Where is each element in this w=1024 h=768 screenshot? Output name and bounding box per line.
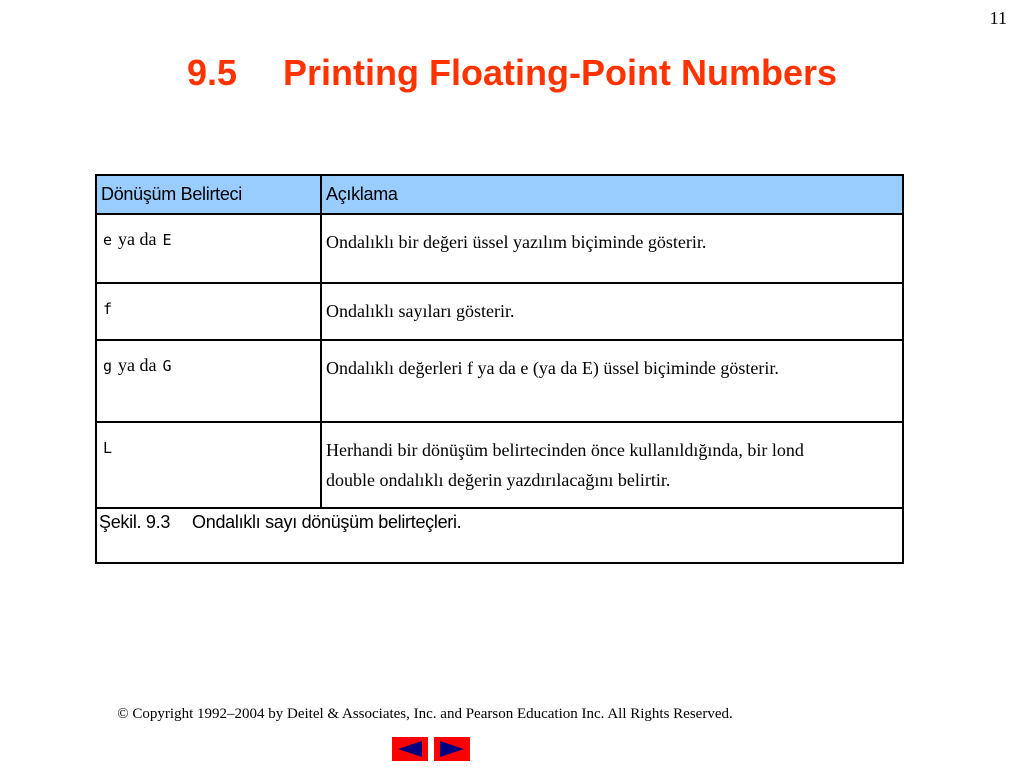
specifier-cell: [96, 214, 321, 283]
table-row: [96, 214, 903, 283]
column-header-description: Açıklama: [321, 175, 903, 214]
specifier-cell: [96, 422, 321, 508]
column-header-specifier: Dönüşüm Belirteci: [96, 175, 321, 214]
description-cell: Ondalıklı bir değeri üssel yazılım biçiminde gösterir.: [321, 214, 903, 283]
slide-navigation: [392, 737, 470, 761]
section-number: 9.5: [186, 52, 238, 93]
description-cell: Ondalıklı değerleri f ya da e (ya da E) üssel biçiminde gösterir.: [321, 340, 903, 422]
specifier-code: E: [162, 231, 172, 249]
caption-row: [96, 508, 903, 563]
right-arrow-icon: [438, 740, 466, 758]
figure-number: Şekil. 9.3: [99, 512, 171, 532]
table-row: [96, 340, 903, 422]
table-header-row: [96, 175, 903, 214]
specifier-cell: [96, 283, 321, 340]
description-cell: [321, 422, 903, 508]
next-slide-button[interactable]: [434, 737, 470, 761]
figure-caption: Ondalıklı sayı dönüşüm belirteçleri.: [192, 512, 462, 532]
specifier-code: f: [103, 300, 113, 318]
specifier-code: g: [103, 357, 113, 375]
section-title: Printing Floating-Point Numbers: [283, 52, 838, 93]
specifier-code: G: [162, 357, 172, 375]
page-number: 11: [989, 8, 1007, 28]
table-row: [96, 283, 903, 340]
conversion-specifier-table: [95, 174, 904, 564]
description-line: Herhandi bir dönüşüm belirtecinden önce kullanıldığında, bir lond: [326, 440, 804, 460]
specifier-cell: [96, 340, 321, 422]
left-arrow-icon: [396, 740, 424, 758]
specifier-code: L: [103, 439, 113, 457]
copyright-notice: © Copyright 1992–2004 by Deitel & Associates, Inc. and Pearson Education Inc. All Rights Reserved.: [117, 706, 733, 722]
table-caption: [96, 508, 903, 563]
specifier-separator: ya da: [118, 229, 157, 249]
specifier-code: e: [103, 231, 113, 249]
previous-slide-button[interactable]: [392, 737, 428, 761]
description-cell: Ondalıklı sayıları gösterir.: [321, 283, 903, 340]
table-row: [96, 422, 903, 508]
description-line: double ondalıklı değerin yazdırılacağını belirtir.: [326, 470, 671, 490]
slide-title: [0, 52, 1024, 94]
specifier-separator: ya da: [118, 355, 157, 375]
